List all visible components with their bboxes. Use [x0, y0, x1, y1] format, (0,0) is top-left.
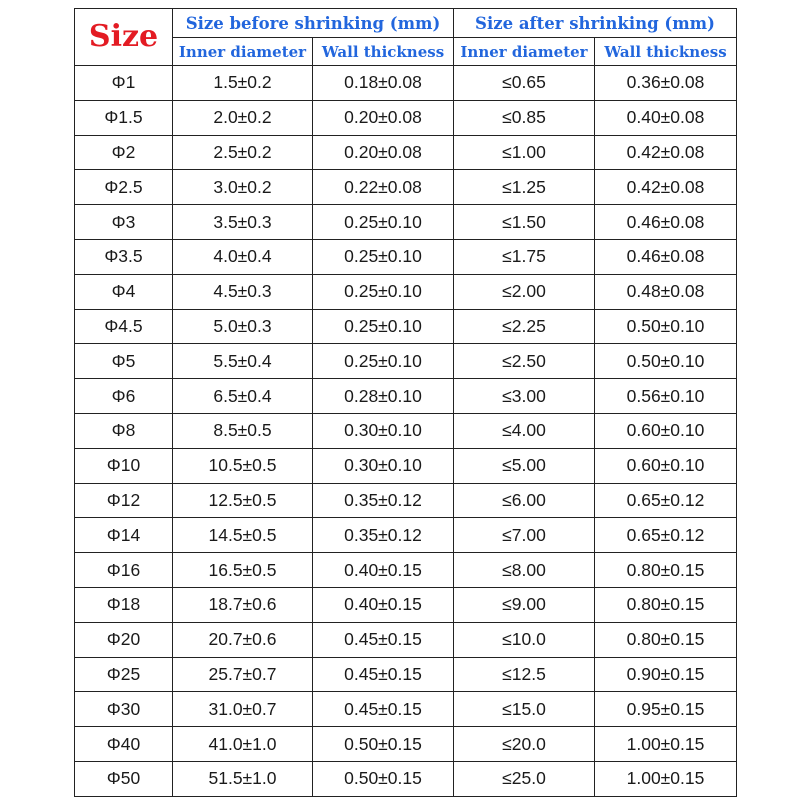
table-row — [75, 274, 737, 309]
table-row — [75, 657, 737, 692]
before-inner-diameter-header: Inner diameter — [173, 38, 313, 66]
table-row — [75, 379, 737, 414]
before-inner-diameter-cell: 10.5±0.5 — [173, 448, 313, 483]
before-inner-diameter-cell: 14.5±0.5 — [173, 518, 313, 553]
size-cell: Φ16 — [75, 553, 173, 588]
after-wall-thickness-cell: 0.46±0.08 — [595, 239, 737, 274]
before-inner-diameter-cell: 3.5±0.3 — [173, 205, 313, 240]
after-wall-thickness-cell: 0.42±0.08 — [595, 135, 737, 170]
after-inner-diameter-cell: ≤2.25 — [454, 309, 595, 344]
table-row — [75, 309, 737, 344]
before-wall-thickness-cell: 0.20±0.08 — [313, 135, 454, 170]
after-wall-thickness-cell: 0.80±0.15 — [595, 553, 737, 588]
before-wall-thickness-header: Wall thickness — [313, 38, 454, 66]
table-row — [75, 413, 737, 448]
before-wall-thickness-cell: 0.22±0.08 — [313, 170, 454, 205]
table-row — [75, 66, 737, 101]
size-cell: Φ3.5 — [75, 239, 173, 274]
before-inner-diameter-cell: 12.5±0.5 — [173, 483, 313, 518]
size-cell: Φ8 — [75, 413, 173, 448]
after-wall-thickness-cell: 0.46±0.08 — [595, 205, 737, 240]
size-cell: Φ1 — [75, 66, 173, 101]
table-row — [75, 727, 737, 762]
size-cell: Φ2 — [75, 135, 173, 170]
before-wall-thickness-cell: 0.45±0.15 — [313, 692, 454, 727]
before-wall-thickness-cell: 0.35±0.12 — [313, 483, 454, 518]
after-wall-thickness-cell: 0.90±0.15 — [595, 657, 737, 692]
before-inner-diameter-cell: 25.7±0.7 — [173, 657, 313, 692]
before-inner-diameter-cell: 2.5±0.2 — [173, 135, 313, 170]
after-inner-diameter-cell: ≤25.0 — [454, 761, 595, 796]
before-wall-thickness-cell: 0.45±0.15 — [313, 622, 454, 657]
size-cell: Φ2.5 — [75, 170, 173, 205]
size-cell: Φ4 — [75, 274, 173, 309]
before-inner-diameter-cell: 20.7±0.6 — [173, 622, 313, 657]
after-inner-diameter-cell: ≤5.00 — [454, 448, 595, 483]
after-inner-diameter-cell: ≤2.50 — [454, 344, 595, 379]
before-wall-thickness-cell: 0.25±0.10 — [313, 205, 454, 240]
after-inner-diameter-cell: ≤1.00 — [454, 135, 595, 170]
after-wall-thickness-header: Wall thickness — [595, 38, 737, 66]
size-cell: Φ10 — [75, 448, 173, 483]
before-wall-thickness-cell: 0.25±0.10 — [313, 239, 454, 274]
before-wall-thickness-cell: 0.25±0.10 — [313, 344, 454, 379]
before-wall-thickness-cell: 0.40±0.15 — [313, 553, 454, 588]
after-wall-thickness-cell: 0.56±0.10 — [595, 379, 737, 414]
before-inner-diameter-cell: 4.5±0.3 — [173, 274, 313, 309]
table-row — [75, 622, 737, 657]
size-cell: Φ50 — [75, 761, 173, 796]
before-inner-diameter-cell: 41.0±1.0 — [173, 727, 313, 762]
table-row — [75, 170, 737, 205]
after-wall-thickness-cell: 0.80±0.15 — [595, 622, 737, 657]
after-wall-thickness-cell: 0.80±0.15 — [595, 587, 737, 622]
after-inner-diameter-cell: ≤0.85 — [454, 100, 595, 135]
before-inner-diameter-cell: 5.5±0.4 — [173, 344, 313, 379]
size-cell: Φ40 — [75, 727, 173, 762]
table-row — [75, 239, 737, 274]
before-inner-diameter-cell: 16.5±0.5 — [173, 553, 313, 588]
size-cell: Φ30 — [75, 692, 173, 727]
after-wall-thickness-cell: 0.65±0.12 — [595, 518, 737, 553]
size-cell: Φ14 — [75, 518, 173, 553]
size-cell: Φ4.5 — [75, 309, 173, 344]
after-inner-diameter-cell: ≤20.0 — [454, 727, 595, 762]
before-wall-thickness-cell: 0.25±0.10 — [313, 309, 454, 344]
size-cell: Φ18 — [75, 587, 173, 622]
after-inner-diameter-cell: ≤12.5 — [454, 657, 595, 692]
before-wall-thickness-cell: 0.18±0.08 — [313, 66, 454, 101]
before-wall-thickness-cell: 0.50±0.15 — [313, 761, 454, 796]
after-shrinking-header: Size after shrinking (mm) — [454, 9, 737, 38]
after-inner-diameter-cell: ≤4.00 — [454, 413, 595, 448]
before-inner-diameter-cell: 31.0±0.7 — [173, 692, 313, 727]
after-wall-thickness-cell: 0.50±0.10 — [595, 344, 737, 379]
before-wall-thickness-cell: 0.25±0.10 — [313, 274, 454, 309]
size-cell: Φ25 — [75, 657, 173, 692]
table-row — [75, 518, 737, 553]
after-inner-diameter-cell: ≤1.75 — [454, 239, 595, 274]
table-row — [75, 553, 737, 588]
after-wall-thickness-cell: 1.00±0.15 — [595, 761, 737, 796]
after-wall-thickness-cell: 0.60±0.10 — [595, 413, 737, 448]
after-wall-thickness-cell: 0.48±0.08 — [595, 274, 737, 309]
before-wall-thickness-cell: 0.30±0.10 — [313, 448, 454, 483]
after-wall-thickness-cell: 0.36±0.08 — [595, 66, 737, 101]
before-inner-diameter-cell: 18.7±0.6 — [173, 587, 313, 622]
after-inner-diameter-cell: ≤8.00 — [454, 553, 595, 588]
table-row — [75, 692, 737, 727]
before-inner-diameter-cell: 6.5±0.4 — [173, 379, 313, 414]
before-shrinking-header: Size before shrinking (mm) — [173, 9, 454, 38]
table-row — [75, 448, 737, 483]
after-inner-diameter-cell: ≤15.0 — [454, 692, 595, 727]
after-wall-thickness-cell: 0.95±0.15 — [595, 692, 737, 727]
after-inner-diameter-cell: ≤1.25 — [454, 170, 595, 205]
after-wall-thickness-cell: 1.00±0.15 — [595, 727, 737, 762]
before-inner-diameter-cell: 3.0±0.2 — [173, 170, 313, 205]
table-row — [75, 761, 737, 796]
after-wall-thickness-cell: 0.50±0.10 — [595, 309, 737, 344]
after-wall-thickness-cell: 0.40±0.08 — [595, 100, 737, 135]
after-inner-diameter-cell: ≤7.00 — [454, 518, 595, 553]
before-wall-thickness-cell: 0.40±0.15 — [313, 587, 454, 622]
after-wall-thickness-cell: 0.65±0.12 — [595, 483, 737, 518]
before-inner-diameter-cell: 5.0±0.3 — [173, 309, 313, 344]
table-row — [75, 205, 737, 240]
after-wall-thickness-cell: 0.60±0.10 — [595, 448, 737, 483]
before-wall-thickness-cell: 0.45±0.15 — [313, 657, 454, 692]
size-cell: Φ20 — [75, 622, 173, 657]
size-cell: Φ12 — [75, 483, 173, 518]
before-wall-thickness-cell: 0.35±0.12 — [313, 518, 454, 553]
after-inner-diameter-cell: ≤3.00 — [454, 379, 595, 414]
table-row — [75, 100, 737, 135]
after-inner-diameter-header: Inner diameter — [454, 38, 595, 66]
before-inner-diameter-cell: 51.5±1.0 — [173, 761, 313, 796]
size-cell: Φ3 — [75, 205, 173, 240]
size-cell: Φ1.5 — [75, 100, 173, 135]
size-spec-table — [74, 8, 737, 797]
spec-table-body — [75, 66, 737, 797]
before-wall-thickness-cell: 0.50±0.15 — [313, 727, 454, 762]
after-inner-diameter-cell: ≤1.50 — [454, 205, 595, 240]
before-inner-diameter-cell: 1.5±0.2 — [173, 66, 313, 101]
after-wall-thickness-cell: 0.42±0.08 — [595, 170, 737, 205]
after-inner-diameter-cell: ≤0.65 — [454, 66, 595, 101]
table-row — [75, 587, 737, 622]
before-wall-thickness-cell: 0.30±0.10 — [313, 413, 454, 448]
before-inner-diameter-cell: 2.0±0.2 — [173, 100, 313, 135]
table-row — [75, 135, 737, 170]
size-cell: Φ5 — [75, 344, 173, 379]
size-cell: Φ6 — [75, 379, 173, 414]
before-inner-diameter-cell: 4.0±0.4 — [173, 239, 313, 274]
before-inner-diameter-cell: 8.5±0.5 — [173, 413, 313, 448]
after-inner-diameter-cell: ≤6.00 — [454, 483, 595, 518]
table-row — [75, 344, 737, 379]
size-header: Size — [75, 9, 173, 66]
after-inner-diameter-cell: ≤10.0 — [454, 622, 595, 657]
before-wall-thickness-cell: 0.28±0.10 — [313, 379, 454, 414]
table-row — [75, 483, 737, 518]
before-wall-thickness-cell: 0.20±0.08 — [313, 100, 454, 135]
after-inner-diameter-cell: ≤2.00 — [454, 274, 595, 309]
after-inner-diameter-cell: ≤9.00 — [454, 587, 595, 622]
